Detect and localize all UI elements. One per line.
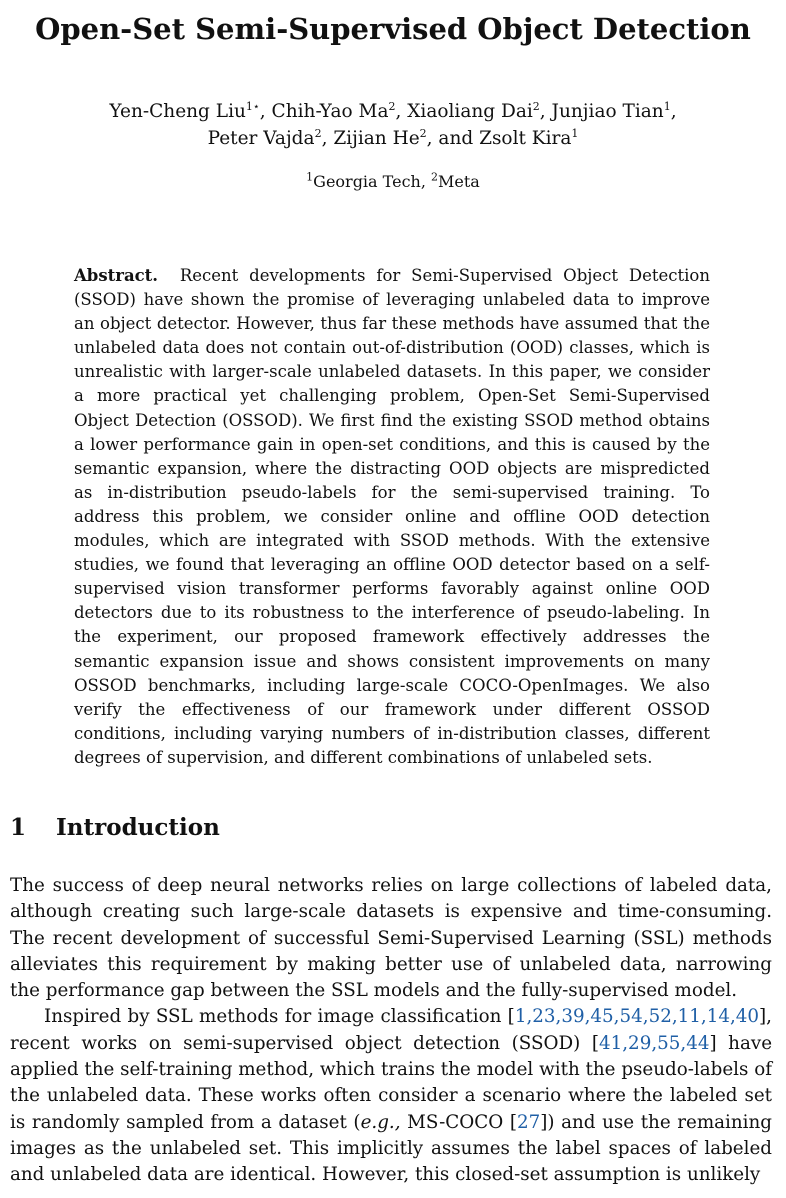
intro-body (10, 873, 772, 1189)
affiliations (0, 172, 786, 191)
paper-title: Open-Set Semi-Supervised Object Detection (35, 12, 751, 46)
affiliation-name: Georgia Tech, (313, 172, 432, 191)
author-affiliation-mark: 1⋆ (245, 99, 260, 113)
citation-link[interactable]: 41,29,55,44 (598, 1032, 710, 1054)
emphasis-text: e.g., (360, 1111, 401, 1133)
paragraph (10, 1004, 772, 1188)
paragraph-text: ]) and use the remaining images as the unlabeled set. This implicitly assumes the label spaces of labeled and unlabeled data are identical. However, this closed-set assumption is unlikely (10, 1111, 772, 1186)
author-name: , Xiaoliang Dai (395, 101, 533, 122)
abstract-label: Abstract. (74, 266, 159, 285)
author-line-2 (0, 125, 786, 152)
section-heading (10, 814, 220, 841)
author-affiliation-mark: 2 (314, 126, 322, 140)
affiliation-name: Meta (438, 172, 480, 191)
paragraph-text: ] have applied the self-training method, which trains the model with the pseudo-labels of the unlabeled data. These works often consider a scenario where the labeled set is randomly sampled from a dataset ( (10, 1032, 773, 1133)
author-line-1 (0, 98, 786, 125)
author-name: , Chih-Yao Ma (259, 101, 389, 122)
section-number: 1 (10, 814, 27, 841)
paragraph: The success of deep neural networks relies on large collections of labeled data, although creating such large-scale datasets is expensive and time-consuming. The recent development of successful Semi-Supervised Learning (SSL) methods alleviates this requirement by making better use of unlabeled data, narrowing the performance gap between the SSL models and the fully-supervised model. (10, 875, 772, 1002)
author-affiliation-mark: 2 (419, 126, 427, 140)
author-name: , Zijian He (321, 128, 420, 149)
author-affiliation-mark: 1 (663, 99, 671, 113)
author-separator: , (670, 101, 677, 122)
paragraph-text: MS-COCO [ (400, 1111, 517, 1133)
author-list (0, 98, 786, 152)
abstract-text: Recent developments for Semi-Supervised Object Detection (SSOD) have shown the promise of leveraging unlabeled data to improve an object detector. However, thus far these methods have assumed that the unlabeled data does not contain out-of-distribution (OOD) classes, which is unrealistic with larger-scale unlabeled datasets. In this paper, we consider a more practical yet challenging problem, Open-Set Semi-Supervised Object Detection (OSSOD). We first find the existing SSOD method obtains a lower performance gain in open-set conditions, and this is caused by the semantic expansion, where the distracting OOD objects are mispredicted as in-distribution pseudo-labels for the semi-supervised training. To address this problem, we consider online and offline OOD detection modules, which are integrated with SSOD methods. With the extensive studies, we found that leveraging an offline OOD detector based on a self-supervised vision transformer performs favorably against online OOD detectors due to its robustness to the interference of pseudo-labeling. In the experiment, our proposed framework effectively addresses the semantic expansion issue and shows consistent improvements on many OSSOD benchmarks, including large-scale COCO-OpenImages. We also verify the effectiveness of our framework under different OSSOD conditions, including varying numbers of in-distribution classes, different degrees of supervision, and different combinations of unlabeled sets. (74, 266, 710, 767)
abstract (74, 264, 710, 770)
author-name: , and Zsolt Kira (426, 128, 572, 149)
paragraph-text: Inspired by SSL methods for image classification [ (44, 1006, 515, 1028)
section-title: Introduction (56, 814, 220, 841)
citation-link[interactable]: 27 (516, 1111, 541, 1133)
author-affiliation-mark: 2 (532, 99, 540, 113)
author-name: , Junjiao Tian (539, 101, 664, 122)
affiliation-mark: 1 (306, 170, 314, 184)
author-name: Yen-Cheng Liu (109, 101, 246, 122)
author-affiliation-mark: 1 (571, 126, 579, 140)
author-name: Peter Vajda (207, 128, 315, 149)
author-affiliation-mark: 2 (388, 99, 396, 113)
citation-link[interactable]: 1,23,39,45,54,52,11,14,40 (514, 1006, 760, 1028)
paragraph-text: ], recent works on semi-supervised object detection (SSOD) [ (10, 1006, 772, 1054)
affiliation-mark: 2 (431, 170, 439, 184)
